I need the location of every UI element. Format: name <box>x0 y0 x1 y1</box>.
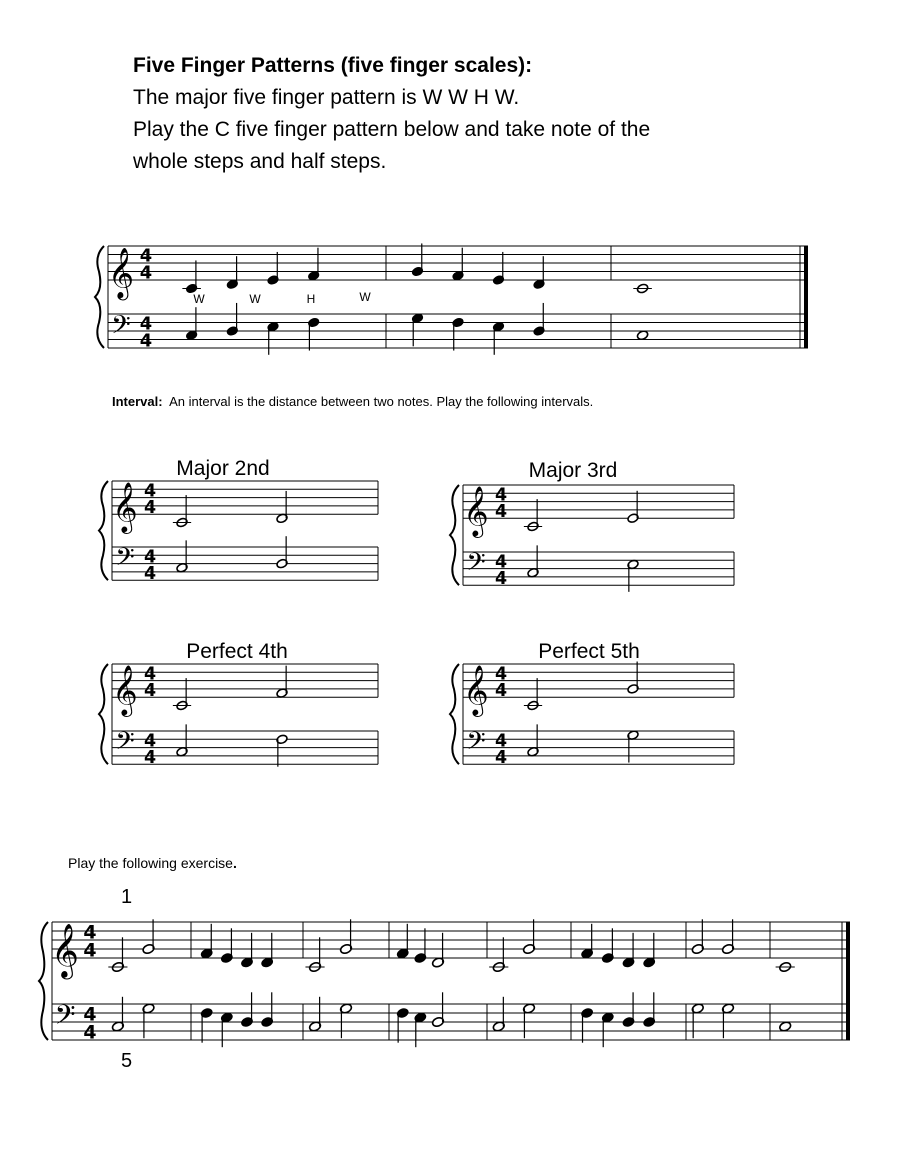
major-3rd-bass-clef: 𝄢 <box>466 548 486 584</box>
exercise-brace <box>39 922 48 1040</box>
major-3rd-brace <box>450 485 459 585</box>
instruction-line-1: The major five finger pattern is W W H W. <box>133 86 520 109</box>
step-label-3: H <box>306 292 316 306</box>
exercise-bass-time-top: 4 <box>83 1003 97 1026</box>
interval-title-perfect-5th: Perfect 5th <box>538 640 640 663</box>
five-finger-treble-time-bottom: 4 <box>139 262 153 284</box>
perfect-4th-bass-clef: 𝄢 <box>115 727 135 763</box>
exercise-bass-clef: 𝄢 <box>54 999 76 1038</box>
major-2nd-bass-time-bottom: 4 <box>143 563 157 584</box>
exercise-bass-time-bottom: 4 <box>83 1021 97 1044</box>
interval-title-perfect-4th: Perfect 4th <box>186 640 288 663</box>
step-label-2: W <box>249 292 261 306</box>
five-finger-bass-clef: 𝄢 <box>111 310 131 346</box>
major-2nd-treble-time-top: 4 <box>143 481 157 502</box>
page-title: Five Finger Patterns (five finger scales): <box>133 54 533 77</box>
perfect-5th-treble-clef: 𝄞 <box>463 665 489 716</box>
major-3rd-bass-time-bottom: 4 <box>494 568 508 589</box>
perfect-5th-bass-time-top: 4 <box>494 731 508 752</box>
major-2nd-treble-clef: 𝄞 <box>112 482 138 533</box>
perfect-5th-bass-time-bottom: 4 <box>494 747 508 768</box>
exercise-label-text: Play the following exercise <box>68 855 233 871</box>
major-2nd-bass-clef: 𝄢 <box>115 543 135 579</box>
five-finger-final-barline-thick <box>804 246 808 348</box>
finger-number-lh: 5 <box>121 1050 133 1072</box>
step-label-1: W <box>193 292 205 306</box>
major-3rd-treble-time-top: 4 <box>494 485 508 506</box>
perfect-5th-bass-clef: 𝄢 <box>466 727 486 763</box>
step-label-4: W <box>359 290 371 304</box>
five-finger-bass-time-bottom: 4 <box>139 330 153 352</box>
exercise-treble-time-bottom: 4 <box>83 939 97 962</box>
finger-number-rh: 1 <box>121 886 133 908</box>
interval-definition-text: An interval is the distance between two notes. Play the following intervals. <box>169 394 594 409</box>
perfect-4th-bass-time-top: 4 <box>143 731 157 752</box>
exercise-treble-clef: 𝄞 <box>51 924 79 979</box>
exercise-treble-time-top: 4 <box>83 921 97 944</box>
exercise-label-period: . <box>232 855 237 871</box>
major-2nd-brace <box>99 481 108 580</box>
perfect-5th-brace <box>450 664 459 764</box>
perfect-4th-brace <box>99 664 108 764</box>
five-finger-brace <box>95 246 104 348</box>
instruction-line-2: Play the C five finger pattern below and take note of the <box>133 118 651 141</box>
interval-definition-label: Interval: <box>112 394 163 409</box>
interval-title-major-2nd: Major 2nd <box>176 457 270 480</box>
perfect-4th-treble-time-top: 4 <box>143 664 157 685</box>
major-3rd-bass-time-top: 4 <box>494 552 508 573</box>
perfect-5th-treble-time-top: 4 <box>494 664 508 685</box>
perfect-4th-treble-clef: 𝄞 <box>112 665 138 716</box>
major-3rd-treble-clef: 𝄞 <box>463 486 489 537</box>
five-finger-treble-time-top: 4 <box>139 245 153 267</box>
five-finger-treble-clef: 𝄞 <box>107 247 135 299</box>
perfect-4th-bass-time-bottom: 4 <box>143 747 157 768</box>
major-2nd-bass-time-top: 4 <box>143 547 157 568</box>
interval-title-major-3rd: Major 3rd <box>528 459 618 482</box>
perfect-5th-treble-time-bottom: 4 <box>494 680 508 701</box>
perfect-4th-treble-time-bottom: 4 <box>143 680 157 701</box>
exercise-final-barline-thick <box>846 922 850 1040</box>
major-3rd-treble-time-bottom: 4 <box>494 501 508 522</box>
five-finger-bass-time-top: 4 <box>139 313 153 335</box>
instruction-line-3: whole steps and half steps. <box>133 150 387 173</box>
major-2nd-treble-time-bottom: 4 <box>143 497 157 518</box>
